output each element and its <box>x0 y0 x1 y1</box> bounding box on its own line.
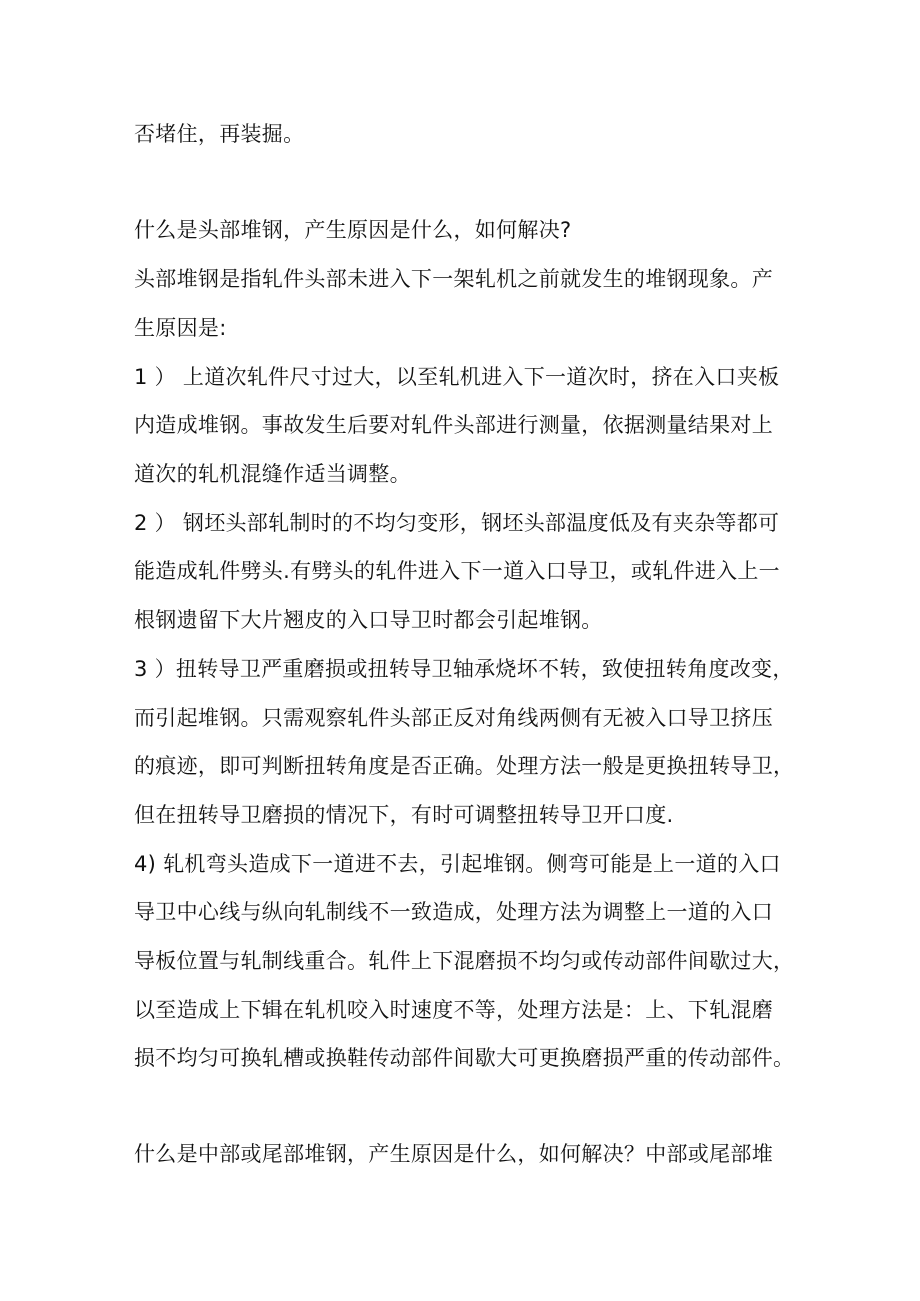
list-item: 4) 轧机弯头造成下一道进不去，引起堆钢。侧弯可能是上一道的入口 <box>134 852 781 876</box>
text-line: 能造成轧件劈头.有劈头的轧件进入下一道入口导卫，或轧件进入上一 <box>134 559 780 583</box>
text-line: 根钢遗留下大片翘皮的入口导卫时都会引起堆钢。 <box>134 608 603 632</box>
text-line: 损不均匀可换轧槽或换鞋传动部件间歇大可更换磨损严重的传动部件。 <box>134 1046 795 1070</box>
text-line: 内造成堆钢。事故发生后要对轧件头部进行测量，依据测量结果对上 <box>134 413 773 437</box>
list-item: 1 ） 上道次轧件尺寸过大，以至轧机进入下一道次时，挤在入口夹板 <box>134 365 780 389</box>
list-item: 2 ） 钢坯头部轧制时的不均匀变形，钢坯头部温度低及有夹杂等都可 <box>134 511 780 535</box>
section-heading: 什么是中部或尾部堆钢，产生原因是什么，如何解决？中部或尾部堆 <box>134 1142 773 1166</box>
text-line: 但在扭转导卫磨损的情况下，有时可调整扭转导卫开口度. <box>134 803 674 827</box>
text-line: 导板位置与轧制线重合。轧件上下混磨损不均匀或传动部件间歇过大， <box>134 949 795 973</box>
list-item: 3 ）扭转导卫严重磨损或扭转导卫轴承烧坏不转，致使扭转角度改变， <box>134 657 794 681</box>
text-line: 而引起堆钢。只需观察轧件头部正反对角线两侧有无被入口导卫挤压 <box>134 706 773 730</box>
text-line: 道次的轧机混缝作适当调整。 <box>134 462 411 486</box>
text-line: 否堵住，再装掘。 <box>134 122 305 146</box>
section-heading: 什么是头部堆钢，产生原因是什么，如何解决? <box>134 218 572 242</box>
text-line: 以至造成上下辑在轧机咬入时速度不等，处理方法是：上、下轧混磨 <box>134 998 773 1022</box>
text-line: 头部堆钢是指轧件头部未进入下一架轧机之前就发生的堆钢现象。产 <box>134 267 773 291</box>
text-line: 导卫中心线与纵向轧制线不一致造成，处理方法为调整上一道的入口 <box>134 900 773 924</box>
text-line: 生原因是: <box>134 316 227 340</box>
text-line: 的痕迹，即可判断扭转角度是否正确。处理方法一般是更换扭转导卫， <box>134 754 795 778</box>
